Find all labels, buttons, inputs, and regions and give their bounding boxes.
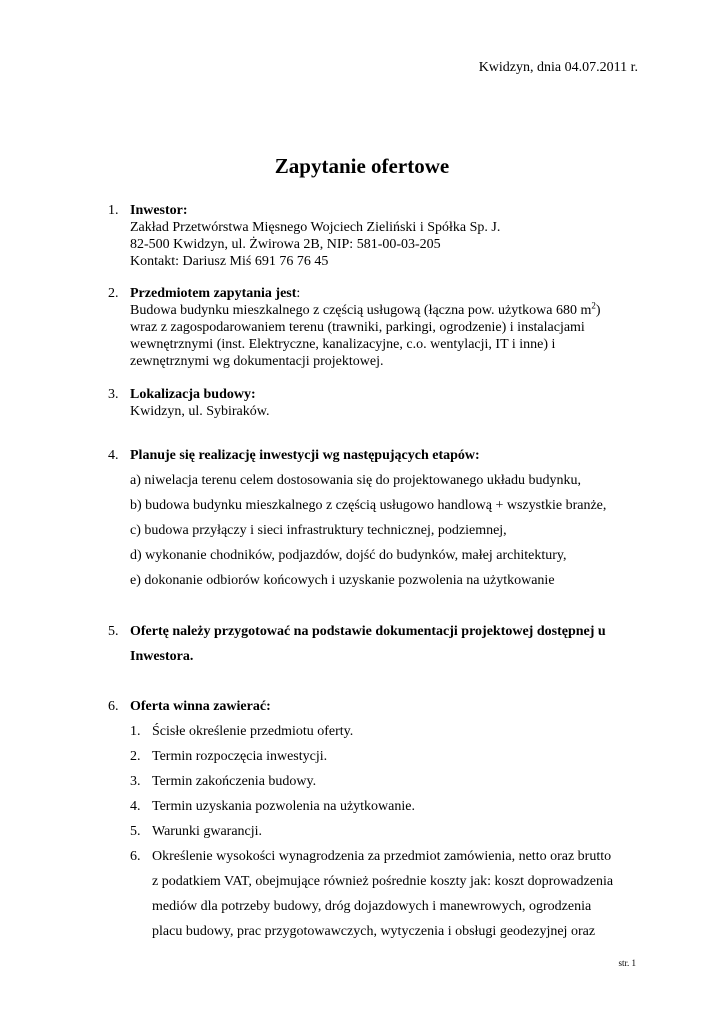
- list-item: d) wykonanie chodników, podjazdów, dojść do budynków, małej architektury,: [130, 548, 567, 563]
- list-item-text: Termin zakończenia budowy.: [152, 774, 317, 789]
- investor-address: 82-500 Kwidzyn, ul. Żwirowa 2B, NIP: 581-00-03-205: [130, 237, 441, 252]
- list-item-text: Ścisłe określenie przedmiotu oferty.: [152, 724, 354, 739]
- list-item-number: 2.: [130, 749, 141, 764]
- investor-contact: Kontakt: Dariusz Miś 691 76 76 45: [130, 254, 329, 269]
- list-item: a) niwelacja terenu celem dostosowania się do projektowanego układu budynku,: [130, 473, 581, 488]
- superscript: 2: [591, 300, 596, 311]
- section-heading: Lokalizacja budowy:: [130, 387, 256, 402]
- list-item: [130, 844, 648, 944]
- list-item-text: Termin rozpoczęcia inwestycji.: [152, 749, 328, 764]
- section-number: 1.: [108, 203, 119, 218]
- list-item-text: Warunki gwarancji.: [152, 824, 263, 839]
- section-heading: Planuje się realizację inwestycji wg następujących etapów:: [130, 448, 480, 463]
- list-item-number: 6.: [130, 849, 141, 864]
- list-item-number: 3.: [130, 774, 141, 789]
- section-heading: Inwestor:: [130, 203, 188, 218]
- investor-name: Zakład Przetwórstwa Mięsnego Wojciech Zieliński i Spółka Sp. J.: [130, 220, 501, 235]
- section-investor: [108, 202, 648, 270]
- subject-line: wraz z zagospodarowaniem terenu (trawniki, parkingi, ogrodzenie) i instalacjami: [130, 320, 585, 335]
- section-number: 5.: [108, 624, 119, 639]
- heading-colon: :: [296, 286, 301, 301]
- list-item: [130, 769, 648, 794]
- subject-line: Budowa budynku mieszkalnego z częścią usługową (łączna pow. użytkowa 680 $m^2$): [130, 300, 601, 318]
- section-number: 3.: [108, 387, 119, 402]
- list-item: [130, 719, 648, 744]
- page-number: str. 1: [618, 958, 636, 968]
- list-item: [130, 794, 648, 819]
- list-item-text: Określenie wysokości wynagrodzenia za przedmiot zamówienia, netto oraz brutto: [152, 849, 612, 864]
- list-item-number: 4.: [130, 799, 141, 814]
- section-number: 6.: [108, 699, 119, 714]
- list-item: [130, 819, 648, 844]
- subject-line: zewnętrznymi wg dokumentacji projektowej.: [130, 354, 384, 369]
- section-heading: Inwestora.: [130, 649, 194, 664]
- list-item: [130, 744, 648, 769]
- list-item-number: 5.: [130, 824, 141, 839]
- list-item-text: z podatkiem VAT, obejmujące również pośrednie koszty jak: koszt doprowadzenia: [152, 874, 614, 889]
- section-subject: [108, 285, 648, 370]
- subject-line: wewnętrznymi (inst. Elektryczne, kanalizacyjne, c.o. wentylacji, IT i inne) i: [130, 337, 556, 352]
- section-number: 4.: [108, 448, 119, 463]
- section-heading: Ofertę należy przygotować na podstawie dokumentacji projektowej dostępnej u: [130, 624, 606, 639]
- list-item-text: Termin uzyskania pozwolenia na użytkowanie.: [152, 799, 415, 814]
- section-offer-contents: [108, 694, 648, 944]
- list-item: b) budowa budynku mieszkalnego z częścią usługowo handlową + wszystkie branże,: [130, 498, 607, 513]
- document-title: Zapytanie ofertowe: [274, 154, 450, 178]
- list-item: e) dokonanie odbiorów końcowych i uzyskanie pozwolenia na użytkowanie: [130, 573, 555, 588]
- section-offer-basis: [108, 619, 648, 669]
- list-item-number: 1.: [130, 724, 141, 739]
- list-item-text: placu budowy, prac przygotowawczych, wytyczenia i obsługi geodezyjnej oraz: [152, 924, 596, 939]
- section-location: [108, 386, 648, 420]
- list-item: c) budowa przyłączy i sieci infrastruktury technicznej, podziemnej,: [130, 523, 507, 538]
- location-text: Kwidzyn, ul. Sybiraków.: [130, 404, 270, 419]
- section-heading: Oferta winna zawierać:: [130, 699, 271, 714]
- document-date: Kwidzyn, dnia 04.07.2011 r.: [478, 60, 638, 75]
- section-heading: Przedmiotem zapytania jest: [130, 286, 297, 301]
- section-number: 2.: [108, 286, 119, 301]
- list-item-text: mediów dla potrzeby budowy, dróg dojazdowych i manewrowych, ogrodzenia: [152, 899, 592, 914]
- section-stages: [108, 443, 648, 593]
